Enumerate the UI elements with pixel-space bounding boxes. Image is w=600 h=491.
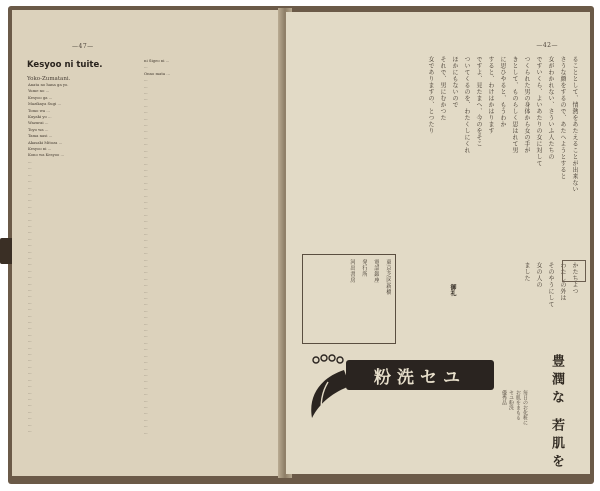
left-text-column-2 bbox=[144, 58, 256, 452]
text-line: Tomo wa ... bbox=[28, 107, 50, 113]
text-line: ... bbox=[144, 416, 148, 422]
text-line: ... bbox=[144, 96, 148, 102]
text-line: ... bbox=[28, 171, 32, 177]
text-line: ... bbox=[144, 403, 148, 409]
vertical-text-column: 女がわかれない、さういふ人たちの bbox=[547, 56, 554, 160]
ad-blurb bbox=[500, 390, 528, 460]
text-line: ... bbox=[144, 288, 148, 294]
blurb-line: お肌をまもる bbox=[515, 390, 521, 420]
text-line: ... bbox=[28, 280, 32, 286]
text-line: ... bbox=[144, 134, 148, 140]
text-line: ... bbox=[144, 224, 148, 230]
text-line: ... bbox=[28, 190, 32, 196]
text-line: ... bbox=[144, 307, 148, 313]
text-line: ... bbox=[144, 102, 148, 108]
text-line: ... bbox=[28, 319, 32, 325]
text-line: ... bbox=[28, 248, 32, 254]
text-line: ... bbox=[28, 415, 32, 421]
text-line: Yume no ... bbox=[28, 88, 50, 94]
text-line: ... bbox=[144, 423, 148, 429]
vertical-text-column: 電話銀座 bbox=[373, 259, 379, 283]
ad-slogan bbox=[546, 354, 566, 472]
text-line: ... bbox=[144, 192, 148, 198]
text-line: ... bbox=[28, 395, 32, 401]
text-line: ... bbox=[28, 274, 32, 280]
text-line: ... bbox=[144, 230, 148, 236]
text-line: ... bbox=[28, 376, 32, 382]
text-line: ... bbox=[144, 147, 148, 153]
right-page-number: —42— bbox=[536, 42, 558, 49]
section-label-box bbox=[562, 260, 586, 282]
article-heading bbox=[27, 60, 102, 82]
text-line: ... bbox=[28, 184, 32, 190]
text-line: ... bbox=[28, 287, 32, 292]
text-line: ... bbox=[28, 389, 32, 395]
text-line: ... bbox=[144, 359, 148, 365]
text-line: ... bbox=[28, 338, 32, 344]
text-line: ... bbox=[144, 243, 148, 249]
text-line: ... bbox=[144, 166, 148, 172]
text-line: ... bbox=[28, 293, 32, 299]
text-line: ... bbox=[28, 158, 32, 164]
text-line: ... bbox=[144, 301, 148, 307]
text-line: ... bbox=[144, 83, 148, 89]
text-line: ... bbox=[28, 363, 32, 369]
text-line: ... bbox=[144, 90, 148, 96]
text-line: ... bbox=[28, 357, 32, 363]
text-line: ... bbox=[28, 370, 32, 376]
text-line: ... bbox=[144, 391, 148, 397]
vertical-text-column: きとして、ものらしく思はれて男 bbox=[511, 56, 518, 154]
text-line: ... bbox=[144, 397, 148, 403]
text-line: ni Sigeo ni ... bbox=[144, 58, 170, 63]
text-line: ... bbox=[28, 421, 32, 427]
vertical-text-column: それで、男にむかつた bbox=[439, 56, 446, 121]
text-line: ... bbox=[144, 179, 148, 185]
text-line: ... bbox=[144, 205, 148, 211]
text-line: ... bbox=[28, 210, 32, 216]
text-line: ... bbox=[28, 178, 32, 184]
text-line: ... bbox=[28, 427, 32, 433]
text-line: ... bbox=[144, 256, 148, 262]
slogan-line-2: 若肌を bbox=[549, 417, 564, 472]
text-line: Onno mata ... bbox=[144, 70, 170, 76]
vertical-text-column: そのやうにして bbox=[547, 262, 554, 308]
upper-vertical-text bbox=[426, 56, 578, 256]
text-line: ... bbox=[144, 109, 148, 115]
vertical-text-column: ほかにもないので bbox=[451, 56, 458, 108]
text-line: ... bbox=[144, 250, 148, 256]
text-line: ... bbox=[144, 173, 148, 179]
text-line: ... bbox=[144, 198, 148, 204]
text-line: ... bbox=[144, 237, 148, 243]
text-line: ... bbox=[28, 222, 32, 228]
text-line: ... bbox=[28, 325, 32, 331]
blurb-line: 毎日のお化粧に bbox=[522, 390, 528, 425]
left-page bbox=[12, 10, 284, 476]
text-line: ... bbox=[144, 154, 148, 160]
article-author: Yoko-Zumatani. bbox=[27, 76, 71, 82]
blurb-line: セユ粉洗 bbox=[508, 390, 514, 410]
vertical-text-column: ついてくるのを、わたくしにくれ bbox=[463, 56, 470, 154]
text-line: ... bbox=[144, 327, 148, 333]
publisher-ad-box bbox=[302, 254, 396, 344]
vertical-text-column: 女の人の bbox=[535, 262, 542, 288]
text-line: ... bbox=[144, 378, 148, 384]
text-line: ... bbox=[28, 312, 32, 318]
vertical-text-column: 河出書房 bbox=[349, 259, 355, 283]
vertical-text-column: ました bbox=[523, 262, 530, 282]
vertical-text-column: さうな顔をするので、あたへようとすると bbox=[559, 56, 566, 180]
text-line: ... bbox=[144, 371, 148, 377]
text-line: ... bbox=[144, 429, 148, 435]
text-line: ... bbox=[144, 128, 148, 134]
text-line: ... bbox=[28, 351, 32, 357]
text-line: Kono wa Kesyoo ... bbox=[28, 152, 65, 158]
text-line: Mazikaya Sugi ... bbox=[28, 101, 62, 107]
text-line: ... bbox=[144, 211, 148, 217]
text-line: ... bbox=[28, 197, 32, 203]
text-line: ... bbox=[144, 346, 148, 352]
text-line: Kesyoo ga ... bbox=[28, 94, 53, 100]
vertical-text-column: 女でありますの、とつたり bbox=[427, 56, 434, 134]
slogan-line-1: 豊潤な bbox=[549, 354, 564, 408]
text-line: Akasaki Mitoza ... bbox=[28, 139, 63, 145]
text-line: ... bbox=[144, 352, 148, 358]
article-title: Kesyoo ni tuite. bbox=[27, 60, 103, 70]
text-line: ... bbox=[144, 410, 148, 416]
text-line: ... bbox=[144, 218, 148, 224]
text-line: ... bbox=[28, 344, 32, 350]
text-line: Tama nasi ... bbox=[28, 133, 53, 139]
vertical-text-column: ですいくら、よいあたりの女に対して bbox=[535, 56, 542, 167]
text-line: ... bbox=[28, 408, 32, 414]
text-line: ... bbox=[144, 365, 148, 371]
vertical-text-column: ですよ、見たまへ、今のをそこ bbox=[475, 56, 482, 147]
publisher-ad-text bbox=[307, 259, 391, 339]
text-line: ... bbox=[28, 203, 32, 209]
vertical-text-column: ることとして、情熱をあたえることが出来ない bbox=[571, 56, 578, 193]
vertical-text-column: かたちよつ bbox=[571, 262, 578, 295]
text-line: ... bbox=[144, 186, 148, 192]
text-line: ... bbox=[144, 384, 148, 390]
text-line: ... bbox=[144, 122, 148, 128]
blurb-line: 優秀品 bbox=[501, 390, 507, 405]
text-line: Kuyaki yo ... bbox=[28, 114, 52, 120]
text-line: ... bbox=[144, 333, 148, 339]
text-line: ... bbox=[144, 77, 148, 83]
text-line: ... bbox=[144, 160, 148, 166]
soap-brand-banner bbox=[346, 360, 494, 390]
text-line: ... bbox=[28, 331, 32, 337]
text-line: ... bbox=[28, 267, 32, 273]
text-line: ... bbox=[28, 299, 32, 305]
text-line: ... bbox=[144, 339, 148, 345]
text-line: ... bbox=[144, 64, 148, 70]
soap-brand-name: 粉洗セユ bbox=[374, 367, 466, 388]
vertical-text-column: すると、わけはかはります bbox=[487, 56, 494, 134]
text-line: ... bbox=[28, 229, 32, 235]
text-line: Kesyoo ni ... bbox=[28, 146, 52, 152]
text-line: ... bbox=[144, 269, 148, 275]
text-line: ... bbox=[144, 295, 148, 301]
text-line: ... bbox=[28, 261, 32, 267]
text-line: ... bbox=[28, 383, 32, 389]
text-line: ... bbox=[28, 235, 32, 241]
text-line: Anata no hana ga yo. bbox=[28, 82, 69, 87]
text-line: ... bbox=[144, 320, 148, 326]
vertical-text-column: に思ひやると、もうわか bbox=[499, 56, 506, 128]
text-line: ... bbox=[144, 314, 148, 320]
text-line: ... bbox=[144, 282, 148, 288]
vertical-text-column: つくられた男の身体から女の手が bbox=[523, 56, 530, 154]
vertical-text-column: 東京芝区新橋 bbox=[385, 259, 391, 295]
text-line: ... bbox=[144, 263, 148, 268]
vertical-text-column: わたしの外は bbox=[559, 262, 566, 301]
text-line: Toyo wa ... bbox=[28, 126, 49, 132]
text-line: ... bbox=[28, 306, 32, 312]
text-line: ... bbox=[144, 115, 148, 121]
text-line: ... bbox=[28, 402, 32, 408]
text-line: ... bbox=[144, 275, 148, 281]
section-label: 御礼 bbox=[449, 284, 456, 296]
left-page-number: —47— bbox=[72, 43, 94, 50]
text-line: ... bbox=[28, 216, 32, 222]
text-line: ... bbox=[28, 254, 32, 260]
text-line: Wazurai ... bbox=[28, 120, 49, 126]
text-line: ... bbox=[144, 141, 148, 147]
vertical-text-column: 発行所 bbox=[361, 259, 367, 277]
text-line: ... bbox=[28, 165, 32, 171]
text-line: ... bbox=[28, 242, 32, 248]
left-text-column-1 bbox=[28, 82, 134, 452]
